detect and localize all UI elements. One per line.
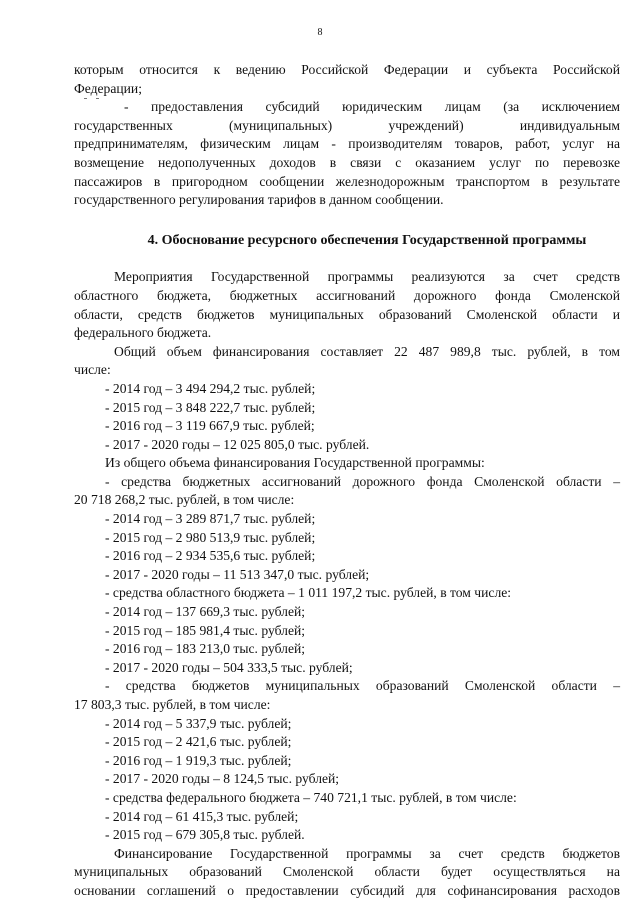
text-line: федерального бюджета. (74, 325, 212, 341)
text-line: - предоставления субсидий юридическим лицам (за исключением (124, 99, 620, 115)
text-line: Общий объем финансирования составляет 22 487 989,8 тыс. рублей, в том (114, 343, 620, 359)
document-body (74, 61, 620, 901)
list-item: - 2017 - 2020 годы – 11 513 347,0 тыс. рублей; (105, 566, 370, 582)
list-item: - 2014 год – 5 337,9 тыс. рублей; (105, 715, 292, 731)
list-item: - средства областного бюджета – 1 011 197,2 тыс. рублей, в том числе: (105, 585, 512, 601)
list-item: - средства федерального бюджета – 740 721,1 тыс. рублей, в том числе: (105, 789, 517, 805)
list-item: - 2015 год – 679 305,8 тыс. рублей. (105, 827, 305, 843)
list-item: - 2017 - 2020 годы – 8 124,5 тыс. рублей; (105, 771, 340, 787)
list-item: - 2016 год – 2 934 535,6 тыс. рублей; (105, 548, 316, 564)
text-line: пассажиров в пригородном сообщении железнодорожным транспортом в результате (74, 173, 620, 189)
text-line: основании соглашений о предоставлении субсидий для софинансирования расходов (74, 882, 620, 898)
list-item: - 2016 год – 183 213,0 тыс. рублей; (105, 641, 306, 657)
list-item: - 2014 год – 137 669,3 тыс. рублей; (105, 604, 306, 620)
text-line: 17 803,3 тыс. рублей, в том числе: (74, 697, 271, 712)
list-item: - 2015 год – 3 848 222,7 тыс. рублей; (105, 399, 316, 415)
page-number: 8 (317, 27, 323, 38)
list-item: - 2015 год – 2 980 513,9 тыс. рублей; (105, 529, 316, 545)
list-item: - 2017 - 2020 годы – 12 025 805,0 тыс. рублей. (105, 436, 370, 452)
text-line: 20 718 268,2 тыс. рублей, в том числе: (74, 492, 295, 508)
text-line: муниципальных образований Смоленской области будет осуществляться на (74, 864, 620, 880)
text-line: государственных (муниципальных) учреждений) индивидуальным (74, 117, 620, 133)
list-item: - 2014 год – 3 289 871,7 тыс. рублей; (105, 511, 316, 527)
list-item: - 2016 год – 3 119 667,9 тыс. рублей; (105, 418, 315, 434)
text-line: области, средств бюджетов муниципальных образований Смоленской области и (74, 306, 620, 322)
text-line: предпринимателям, физическим лицам - производителям товаров, работ, услуг на (74, 136, 620, 152)
list-item: - 2015 год – 2 421,6 тыс. рублей; (105, 734, 292, 750)
text-line: Федерации; (74, 80, 142, 96)
text-line: Финансирование Государственной программы за счет средств бюджетов (114, 845, 620, 861)
list-item: - 2016 год – 1 919,3 тыс. рублей; (105, 752, 292, 768)
list-item: - 2014 год – 61 415,3 тыс. рублей; (105, 808, 299, 824)
list-item: - 2014 год – 3 494 294,2 тыс. рублей; (105, 380, 316, 396)
text-line: Из общего объема финансирования Государственной программы: (105, 455, 485, 471)
text-line: возмещение недополученных доходов в связи с оказанием услуг по перевозке (74, 154, 620, 170)
text-line: Мероприятия Государственной программы реализуются за счет средств (114, 269, 620, 285)
text-line: которым относится к ведению Российской Федерации и субъекта Российской (74, 62, 620, 77)
text-line: областного бюджета, бюджетных ассигнований дорожного фонда Смоленской (74, 287, 620, 303)
section-heading: 4. Обоснование ресурсного обеспечения Государственной программы (147, 232, 587, 248)
list-item: - средства бюджетов муниципальных образований Смоленской области – (105, 678, 620, 694)
list-item: - 2017 - 2020 годы – 504 333,5 тыс. рублей; (105, 659, 353, 675)
list-item: - 2015 год – 185 981,4 тыс. рублей; (105, 622, 306, 638)
list-item: - средства бюджетных ассигнований дорожного фонда Смоленской области – (105, 473, 620, 489)
text-line: государственного регулирования тарифов в данном сообщении. (74, 192, 444, 208)
text-line: числе: (74, 362, 111, 378)
